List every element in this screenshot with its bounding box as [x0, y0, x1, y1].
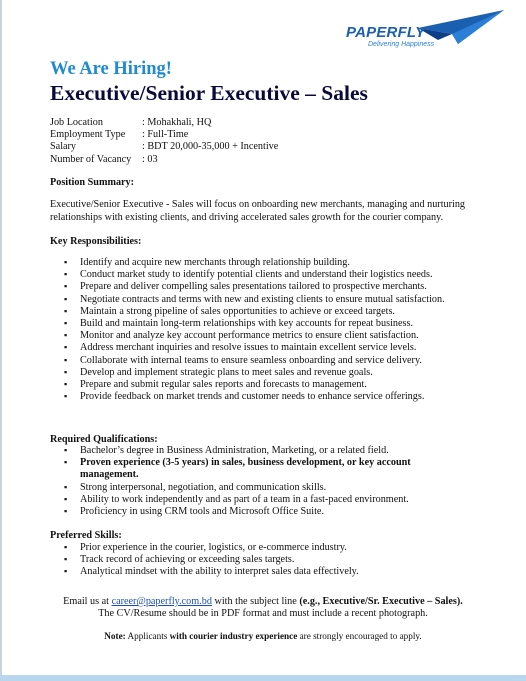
- list-item: ▪ Proven experience (3-5 years) in sales, business development, or key account management.: [64, 457, 414, 481]
- list-item: ▪ Build and maintain long-term relationships with key accounts for repeat business.: [64, 318, 484, 330]
- preferred-heading: Preferred Skills:: [50, 530, 122, 541]
- brand-tagline: Delivering Happiness: [368, 41, 435, 48]
- list-item: ▪ Prepare and deliver compelling sales presentations tailored to prospective merchants.: [64, 281, 484, 293]
- contact-line: [40, 596, 486, 609]
- responsibilities-list: [64, 257, 484, 403]
- job-info-value: : Mohakhali, HQ: [142, 117, 212, 128]
- brand-name: PAPERFLY: [346, 24, 426, 41]
- job-info-row: [50, 129, 278, 141]
- list-item: ▪ Collaborate with internal teams to ensure seamless onboarding and service delivery.: [64, 355, 484, 367]
- job-info-row: [50, 117, 278, 129]
- note-text: are strongly encouraged to apply.: [299, 631, 422, 641]
- list-item: ▪ Prior experience in the courier, logistics, or e-commerce industry.: [64, 542, 484, 554]
- paper-plane-icon: [418, 10, 504, 44]
- paperfly-logo: [346, 10, 504, 52]
- job-info-value: : BDT 20,000-35,000 + Incentive: [142, 141, 279, 153]
- list-item: ▪ Develop and implement strategic plans to meet sales and revenue goals.: [64, 367, 484, 379]
- note-emphasis: with courier industry experience: [169, 631, 298, 641]
- contact-middle: with the subject line: [214, 596, 297, 607]
- list-item: ▪ Conduct market study to identify potential clients and understand their logistics needs.: [64, 269, 484, 281]
- list-item: ▪ Track record of achieving or exceeding sales targets.: [64, 554, 484, 566]
- cv-instructions: The CV/Resume should be in PDF format and must include a recent photograph.: [98, 608, 428, 619]
- list-item: ▪ Monitor and analyze key account performance metrics to ensure client satisfaction.: [64, 330, 484, 342]
- preferred-list: [64, 542, 484, 579]
- list-item: ▪ Identify and acquire new merchants through relationship building.: [64, 257, 484, 269]
- note-text: Applicants: [127, 631, 168, 641]
- job-info-row: [50, 154, 278, 166]
- contact-prefix: Email us at: [63, 596, 110, 607]
- responsibilities-heading: Key Responsibilities:: [50, 236, 142, 247]
- job-info-label: Employment Type: [50, 129, 126, 141]
- job-info-label: Number of Vacancy: [50, 153, 132, 165]
- email-subject: (e.g., Executive/Sr. Executive – Sales).: [299, 596, 463, 607]
- job-info-list: [50, 117, 278, 166]
- list-item: ▪ Strong interpersonal, negotiation, and communication skills.: [64, 482, 414, 494]
- qualifications-heading: Required Qualifications:: [50, 434, 158, 445]
- list-item: ▪ Prepare and submit regular sales reports and forecasts to management.: [64, 379, 484, 391]
- note-label: Note:: [104, 631, 126, 641]
- list-item: ▪ Provide feedback on market trends and customer needs to enhance service offerings.: [64, 391, 484, 403]
- list-item: ▪ Maintain a strong pipeline of sales opportunities to achieve or exceed targets.: [64, 306, 484, 318]
- list-item: ▪ Ability to work independently and as part of a team in a fast-paced environment.: [64, 494, 414, 506]
- footer-band: [0, 675, 526, 681]
- list-item: ▪ Proficiency in using CRM tools and Microsoft Office Suite.: [64, 506, 414, 518]
- job-info-value: : 03: [142, 153, 158, 165]
- job-title: Executive/Senior Executive – Sales: [50, 81, 368, 105]
- job-info-row: [50, 141, 278, 153]
- list-item: ▪ Analytical mindset with the ability to interpret sales data effectively.: [64, 566, 484, 578]
- page-edge: [0, 0, 2, 681]
- note-line: [40, 631, 486, 643]
- email-link[interactable]: career@paperfly.com.bd: [111, 596, 212, 607]
- summary-text: Executive/Senior Executive - Sales will focus on onboarding new merchants, managing and nurturing relationships with existing clients, and driving accelerated sales growth for the courier company.: [50, 199, 466, 223]
- job-info-label: Salary: [50, 141, 77, 153]
- job-info-label: Job Location: [50, 117, 103, 128]
- summary-heading: Position Summary:: [50, 177, 135, 188]
- list-item: ▪ Bachelor’s degree in Business Administration, Marketing, or a related field.: [64, 445, 414, 457]
- job-info-value: : Full-Time: [142, 129, 189, 141]
- hiring-heading: We Are Hiring!: [50, 59, 172, 79]
- list-item: ▪ Address merchant inquiries and resolve issues to maintain excellent service levels.: [64, 342, 484, 354]
- list-item: ▪ Negotiate contracts and terms with new and existing clients to ensure mutual satisfaction.: [64, 294, 484, 306]
- qualifications-list: [64, 445, 414, 518]
